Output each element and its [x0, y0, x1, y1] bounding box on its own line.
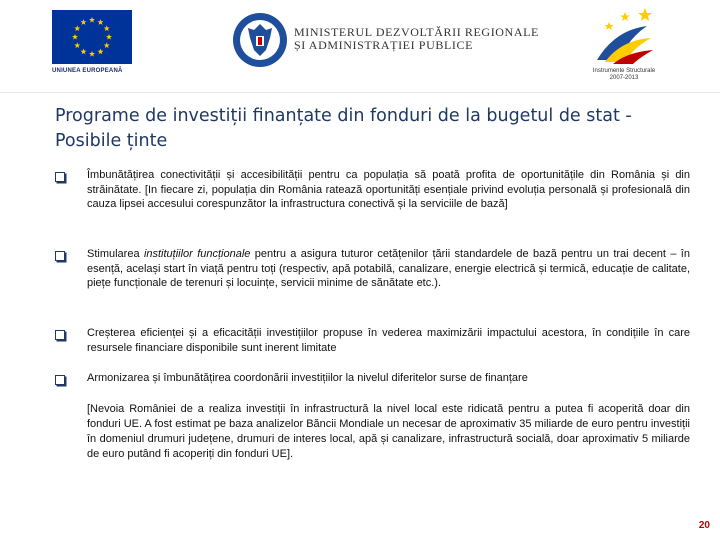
- bullet-text-2-start: Stimularea: [87, 248, 144, 260]
- eu-caption: UNIUNEA EUROPEANĂ: [52, 68, 123, 74]
- bullet-square-icon: [55, 330, 65, 340]
- footnote-paragraph: [Nevoia României de a realiza investiții în infrastructură la nivel local este ridicată pentru a putea fi acoperită doar din fonduri UE. A fost estimat pe baza analizelor Băncii Mondiale un necesar de aproximativ 35 miliarde de euro pentru investiții în domeniul drumuri județene, drumuri de interes local, apă și canalizare, infrastructură socială, doar aproximativ 5 miliarde de euro putând fi acoperiți din fonduri UE].: [87, 403, 690, 460]
- bullet-text-1: Îmbunătățirea conectivității și accesibilității pentru ca populația să poată profita de oportunitățile din România și din străinătate. [In fiecare zi, populația din România ratează oportunități esențiale privind evoluția personală și profesională din cauza lipsei accesului corespunzător la infrastructura conectivă și la serviciile de bază]: [87, 169, 690, 210]
- bullet-text-2: [87, 247, 690, 291]
- page-number: 20: [698, 520, 710, 531]
- bullet-square-icon: [55, 375, 65, 385]
- ministry-name-line2: ȘI ADMINISTRAȚIEI PUBLICE: [294, 38, 473, 52]
- ministry-logo: [232, 12, 539, 68]
- instruments-caption: [588, 68, 660, 82]
- bullet-text-4: Armonizarea și îmbunătățirea coordonării investițiilor la nivelul diferitelor surse de finanțare: [87, 372, 528, 384]
- bullet-text-3: Creșterea eficienței și a eficacității investițiilor propuse în vederea maximizării impactului acestora, în condițiile în care resursele financiare disponibile sunt inerent limitate: [87, 327, 690, 354]
- instruments-caption-line1: Instrumente Structurale: [592, 68, 656, 74]
- bullet-text-2-emphasis: instituțiilor funcționale: [143, 248, 251, 260]
- romania-coat-of-arms-icon: [232, 12, 288, 68]
- eu-logo: [52, 10, 132, 74]
- instruments-caption-line2: 2007-2013: [609, 75, 639, 81]
- bullet-square-icon: [55, 251, 65, 261]
- slide-title: Programe de investiții finanțate din fonduri de la bugetul de stat - Posibile ținte: [55, 106, 632, 151]
- bullet-text-2-end: pentru a asigura tuturor cetățenilor țării standardele de bază pentru un trai decent – în esență, același start în viață pentru toți (respectiv, apă potabilă, canalizare, energie electrică și termică, educație de calitate, piețe funcționale de terenuri și locuințe, servicii minime de sănătate etc.).: [87, 248, 690, 289]
- logo-header: [0, 0, 720, 92]
- header-divider: [0, 92, 720, 93]
- ministry-name: [294, 26, 539, 52]
- eu-flag-icon: [52, 10, 132, 64]
- bullet-square-icon: [55, 172, 65, 182]
- ministry-name-line1: MINISTERUL DEZVOLTĂRII REGIONALE: [294, 25, 539, 39]
